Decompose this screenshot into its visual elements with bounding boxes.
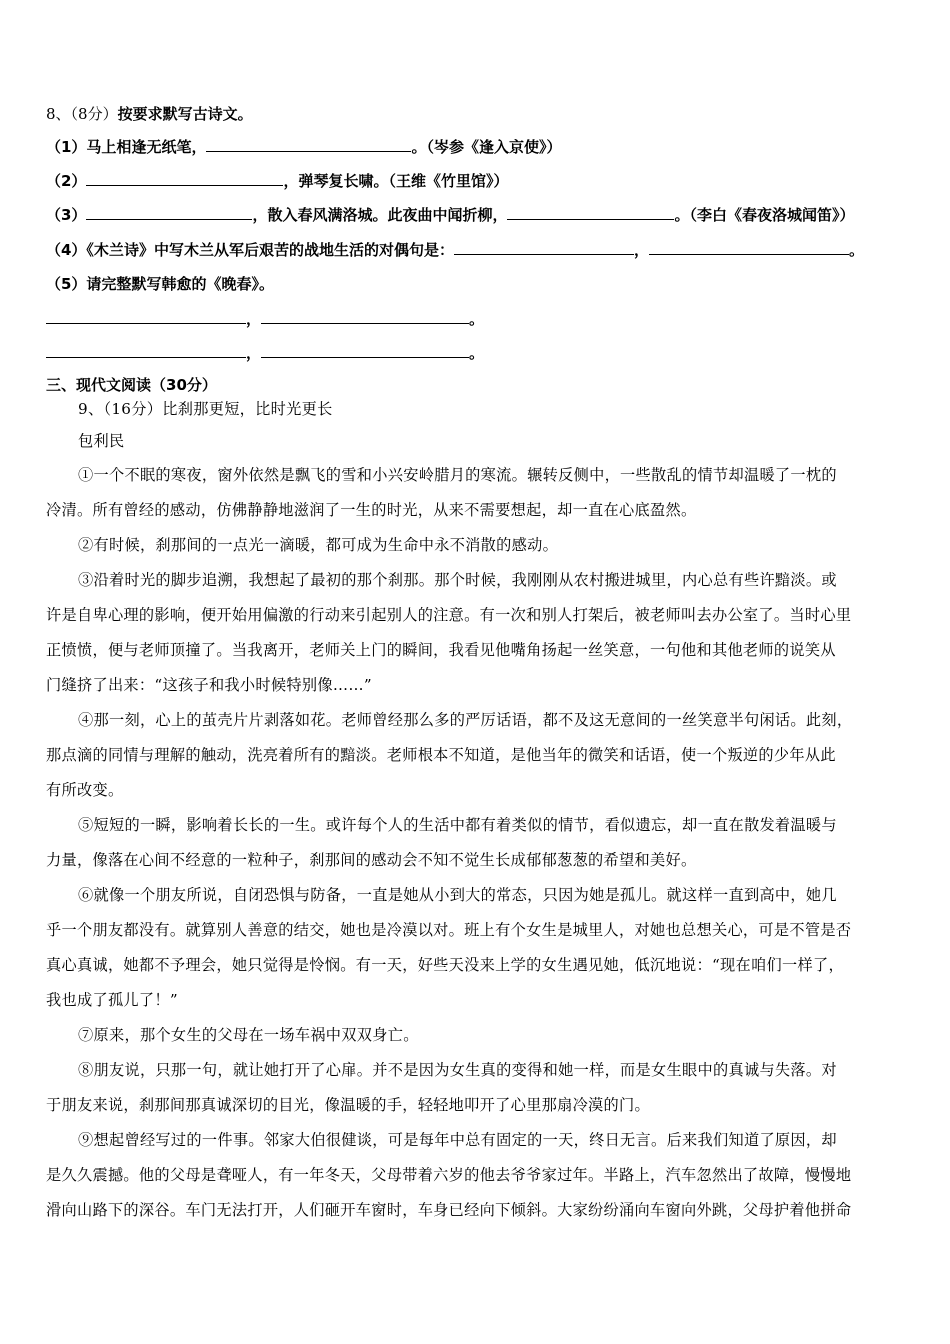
- paragraph-line: 我也成了孤儿了！”: [46, 991, 178, 1009]
- q8-item-4-prefix: （4）《木兰诗》中写木兰从军后艰苦的战地生活的对偶句是：: [46, 241, 454, 259]
- q9-author: 包利民: [78, 432, 125, 450]
- paragraph-line: 真心真诚，她都不予理会，她只觉得是怜悯。有一天，好些天没来上学的女生遇见她，低沉地说：“现在咱们一样了，: [46, 956, 844, 974]
- q8-item-5-text: （5）请完整默写韩愈的《晚春》。: [46, 275, 274, 293]
- paragraph-line: 于朋友来说，刹那间那真诚深切的目光，像温暖的手，轻轻地叩开了心里那扇冷漠的门。: [46, 1096, 651, 1114]
- paragraph-line: 许是自卑心理的影响，便开始用偏激的行动来引起别人的注意。有一次和别人打架后，被老师叫去办公室了。当时心里: [46, 606, 852, 624]
- answer-blank[interactable]: [206, 137, 411, 152]
- paragraph-line: ⑤短短的一瞬，影响着长长的一生。或许每个人的生活中都有着类似的情节，看似遗忘，却一直在散发着温暖与: [78, 816, 837, 834]
- q8-item-4-end: 。: [848, 241, 864, 259]
- q8-item-3-mid: ，散入春风满洛城。此夜曲中闻折柳，: [252, 206, 508, 224]
- q8-item-3-suffix: 。（李白《春夜洛城闻笛》）: [674, 206, 855, 224]
- paragraph-line: 是久久震撼。他的父母是聋哑人，有一年冬天，父母带着六岁的他去爷爷家过年。半路上，汽车忽然出了故障，慢慢地: [46, 1166, 852, 1184]
- paragraph-line: ⑥就像一个朋友所说，自闭恐惧与防备，一直是她从小到大的常态，只因为她是孤儿。就这样一直到高中，她几: [78, 886, 837, 904]
- answer-blank[interactable]: [261, 309, 469, 324]
- q8-title: [46, 104, 253, 124]
- answer-blank[interactable]: [261, 343, 469, 358]
- q8-item-3: [46, 205, 854, 225]
- paragraph-line: ⑧朋友说，只那一句，就让她打开了心扉。并不是因为女生真的变得和她一样，而是女生眼中的真诚与失落。对: [78, 1061, 837, 1079]
- q9-title: 9、（16分）比刹那更短，比时光更长: [78, 400, 333, 418]
- section-3-heading: 三、现代文阅读（30分）: [46, 376, 217, 394]
- paragraph-line: 那点滴的同情与理解的触动，洗亮着所有的黯淡。老师根本不知道，是他当年的微笑和话语，使一个叛逆的少年从此: [46, 746, 836, 764]
- paragraph-line: ②有时候，刹那间的一点光一滴暖，都可成为生命中永不消散的感动。: [78, 536, 559, 554]
- q8-item-4: [46, 240, 864, 260]
- q8-title-text: 按要求默写古诗文。: [117, 105, 253, 123]
- paragraph-line: ④那一刻，心上的茧壳片片剥落如花。老师曾经那么多的严厉话语，都不及这无意间的一丝笑意半句闲话。此刻，: [78, 711, 853, 729]
- q8-item-1: [46, 137, 561, 157]
- q8-item-1-prefix: （1）马上相逢无纸笔，: [46, 138, 207, 156]
- answer-blank[interactable]: [507, 205, 674, 220]
- answer-blank[interactable]: [86, 205, 252, 220]
- paragraph-line: 滑向山路下的深谷。车门无法打开，人们砸开车窗时，车身已经向下倾斜。大家纷纷涌向车窗向外跳，父母护着他拼命: [46, 1201, 852, 1219]
- answer-blank[interactable]: [86, 171, 283, 186]
- answer-line-comma: ，: [246, 344, 262, 362]
- paragraph-line: 乎一个朋友都没有。就算别人善意的结交，她也是冷漠以对。班上有个女生是城里人，对她也总想关心，可是不管是否: [46, 921, 852, 939]
- paragraph-line: 有所改变。: [46, 781, 124, 799]
- q8-item-2-prefix: （2）: [46, 172, 87, 190]
- paragraph-line: ①一个不眠的寒夜，窗外依然是飘飞的雪和小兴安岭腊月的寒流。辗转反侧中，一些散乱的情节却温暖了一枕的: [78, 466, 837, 484]
- answer-blank[interactable]: [46, 309, 246, 324]
- answer-blank[interactable]: [46, 343, 246, 358]
- q8-item-1-suffix: 。（岑参《逢入京使》）: [411, 138, 562, 156]
- q8-answer-line-2: [46, 343, 484, 363]
- answer-line-end: 。: [469, 310, 485, 328]
- paragraph-line: 冷清。所有曾经的感动，仿佛静静地滋润了一生的时光，从来不需要想起，却一直在心底盈然。: [46, 501, 697, 519]
- q8-answer-line-1: [46, 309, 484, 329]
- answer-line-comma: ，: [246, 310, 262, 328]
- answer-line-end: 。: [469, 344, 485, 362]
- paragraph-line: 力量，像落在心间不经意的一粒种子，刹那间的感动会不知不觉生长成郁郁葱葱的希望和美好。: [46, 851, 697, 869]
- paragraph-line: 正愤愤，便与老师顶撞了。当我离开，老师关上门的瞬间，我看见他嘴角扬起一丝笑意，一句他和其他老师的说笑从: [46, 641, 836, 659]
- answer-blank[interactable]: [454, 240, 634, 255]
- q8-item-3-prefix: （3）: [46, 206, 87, 224]
- q8-item-4-comma: ，: [633, 241, 649, 259]
- paragraph-line: ⑦原来，那个女生的父母在一场车祸中双双身亡。: [78, 1026, 419, 1044]
- q8-item-5: [46, 274, 274, 294]
- paragraph-line: ③沿着时光的脚步追溯，我想起了最初的那个刹那。那个时候，我刚刚从农村搬进城里，内心总有些许黯淡。或: [78, 571, 837, 589]
- answer-blank[interactable]: [649, 240, 849, 255]
- paragraph-line: 门缝挤了出来：“这孩子和我小时候特别像……”: [46, 676, 372, 694]
- q8-item-2-suffix: ，弹琴复长啸。（王维《竹里馆》）: [283, 172, 509, 190]
- q8-title-num: 8、（8分）: [46, 105, 118, 123]
- q8-item-2: [46, 171, 508, 191]
- paragraph-line: ⑨想起曾经写过的一件事。邻家大伯很健谈，可是每年中总有固定的一天，终日无言。后来我们知道了原因，却: [78, 1131, 837, 1149]
